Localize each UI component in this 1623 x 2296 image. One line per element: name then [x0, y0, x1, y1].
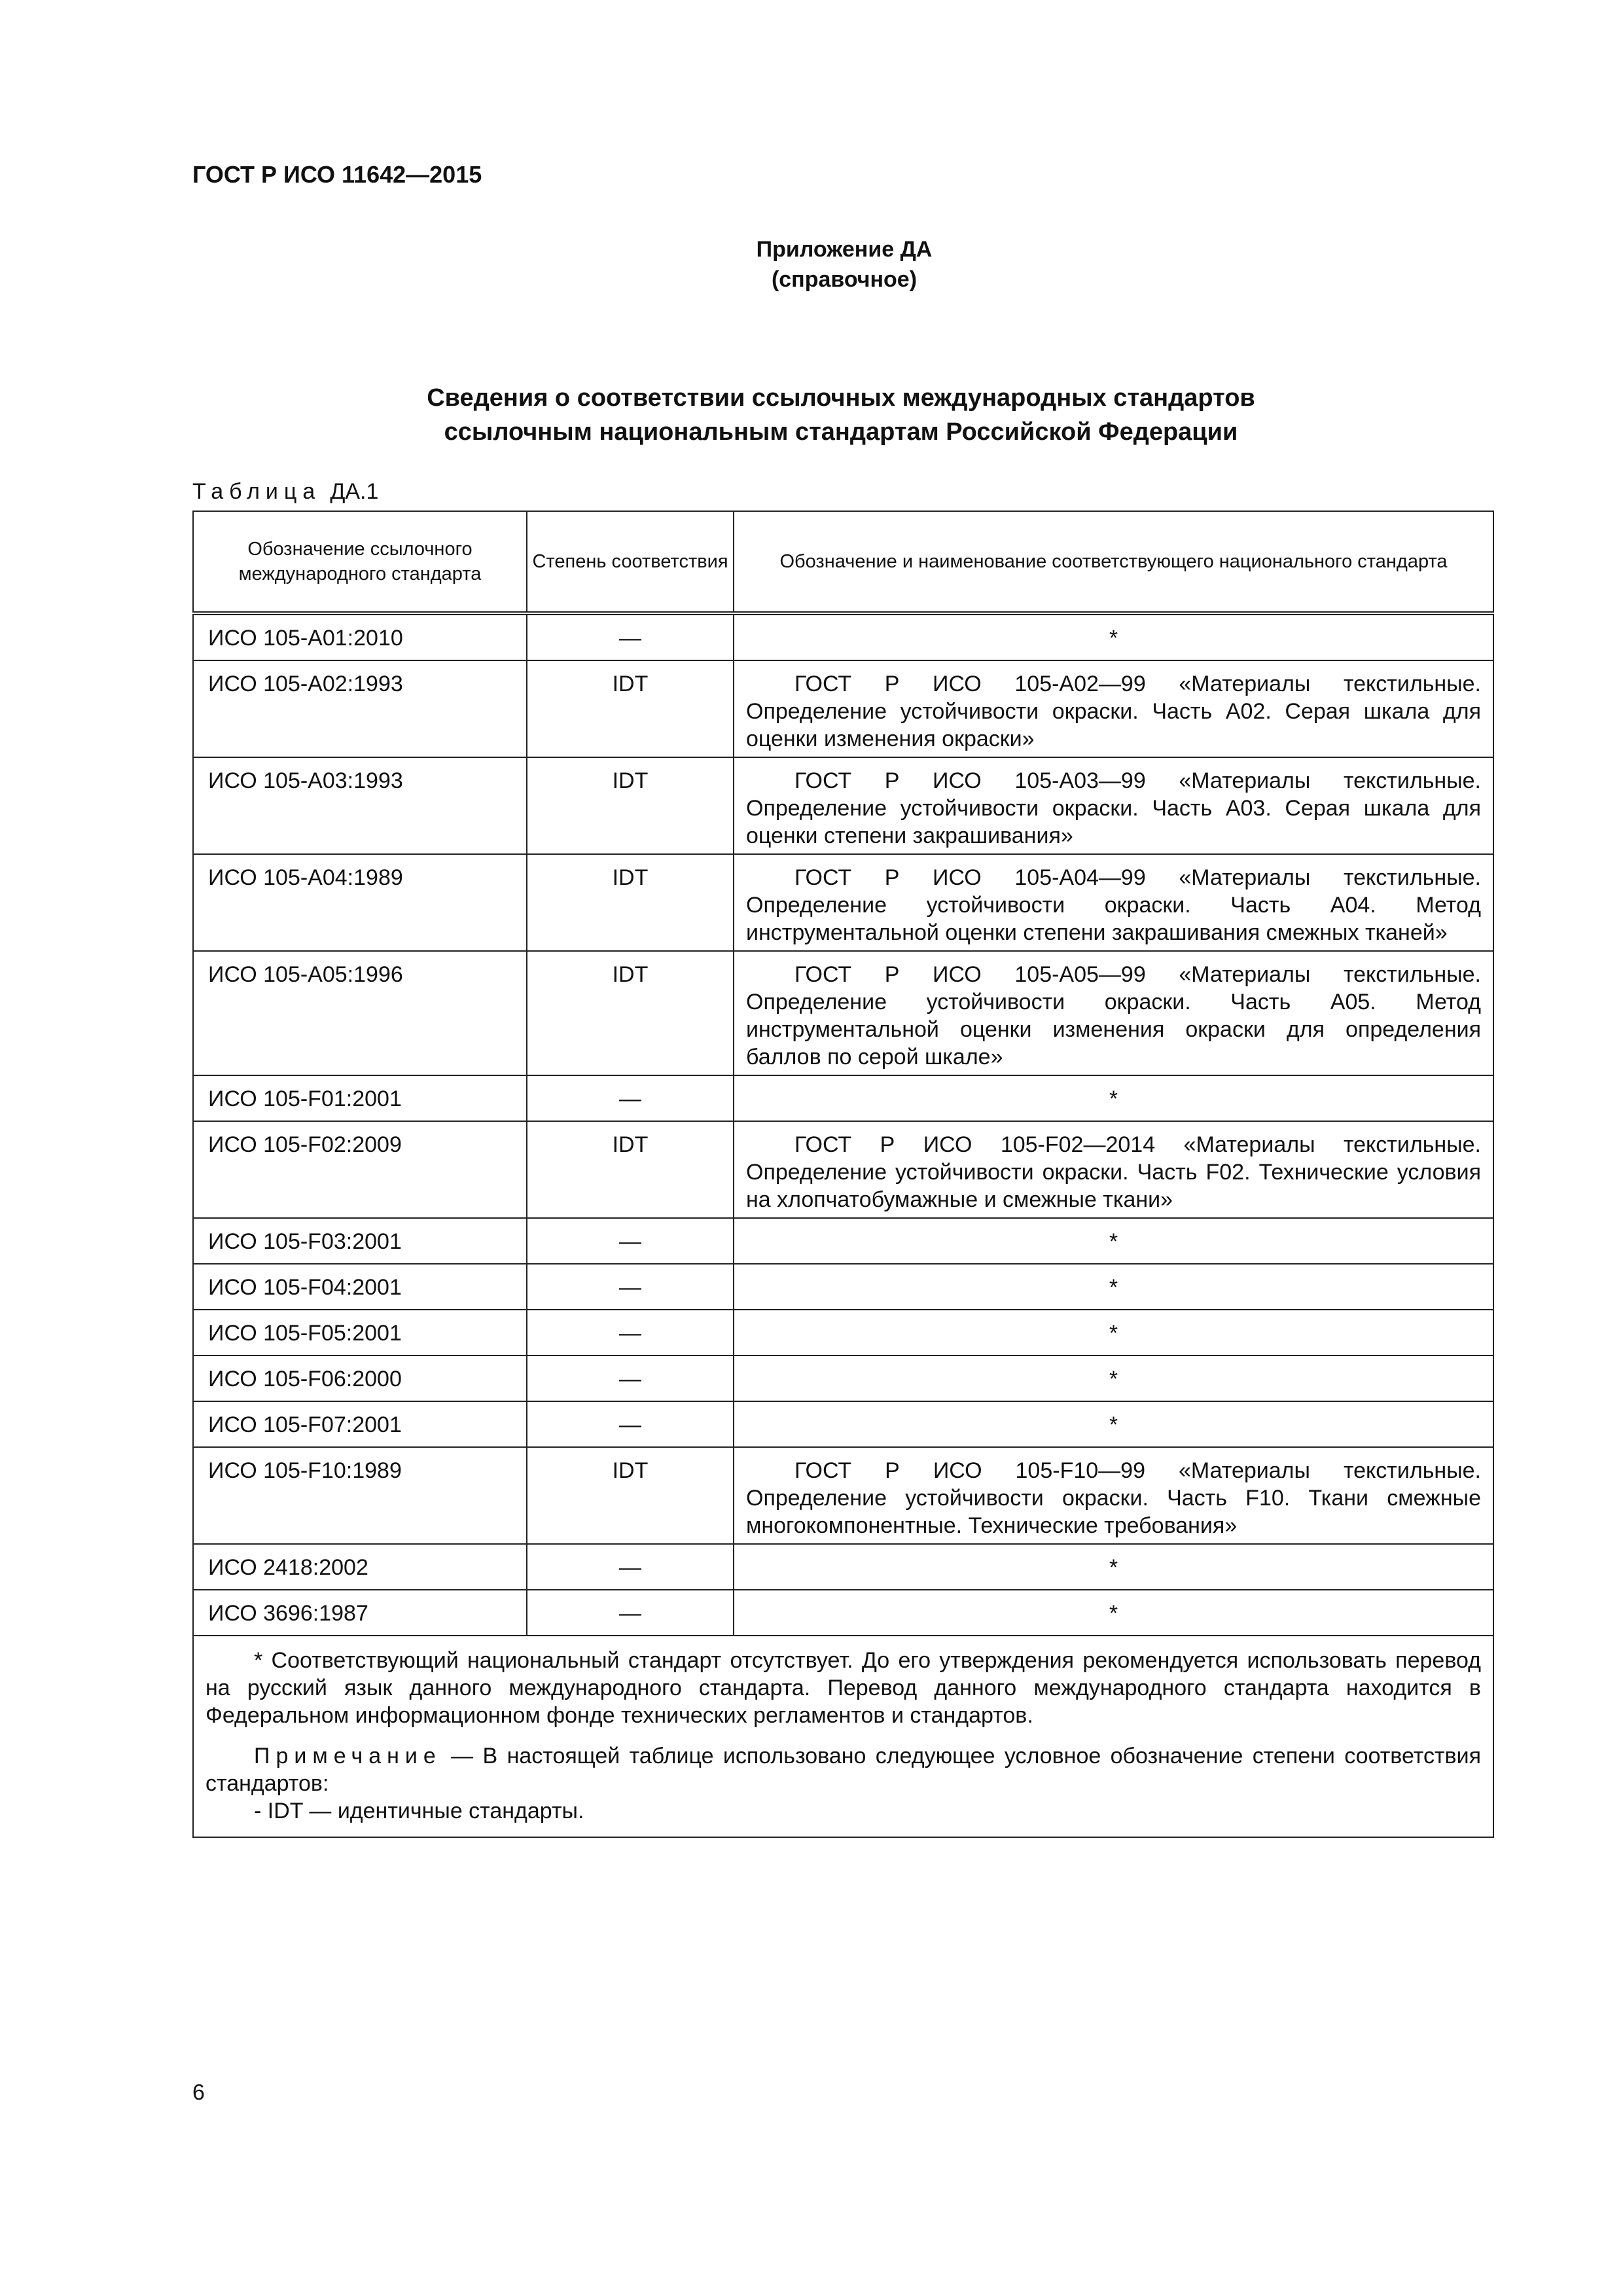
header-international-standard: Обозначение ссылочного международного стандарта [193, 511, 527, 613]
cell-national-standard: ГОСТ Р ИСО 105-F02—2014 «Материалы текстильные. Определение устойчивости окраски. Часть F02. Технические условия на хлопчатобумажные и смежные ткани» [734, 1121, 1493, 1218]
cell-international-standard: ИСО 105-F10:1989 [193, 1447, 527, 1544]
header-national-standard: Обозначение и наименование соответствующего национального стандарта [734, 511, 1493, 613]
cell-degree: IDT [527, 1121, 734, 1218]
cell-international-standard: ИСО 105-F07:2001 [193, 1401, 527, 1447]
table-caption [192, 479, 378, 505]
cell-degree: IDT [527, 1447, 734, 1544]
cell-international-standard: ИСО 105-F04:2001 [193, 1264, 527, 1310]
correspondence-table [192, 511, 1494, 1838]
table-row [193, 1401, 1493, 1447]
cell-degree: — [527, 1310, 734, 1355]
cell-national-standard: * [734, 1218, 1493, 1264]
cell-national-standard: ГОСТ Р ИСО 105-А03—99 «Материалы текстильные. Определение устойчивости окраски. Часть А03. Серая шкала для оценки степени закрашивания» [734, 757, 1493, 854]
cell-national-standard: ГОСТ Р ИСО 105-А02—99 «Материалы текстильные. Определение устойчивости окраски. Часть А02. Серая шкала для оценки изменения окраски» [734, 660, 1493, 757]
table-row [193, 854, 1493, 951]
table-row [193, 1218, 1493, 1264]
table-footnote-row [193, 1636, 1493, 1837]
cell-national-standard: * [734, 1264, 1493, 1310]
cell-national-standard: * [734, 1075, 1493, 1121]
table-row [193, 757, 1493, 854]
cell-national-standard: * [734, 1355, 1493, 1401]
cell-national-standard: * [734, 1590, 1493, 1636]
cell-international-standard: ИСО 105-F03:2001 [193, 1218, 527, 1264]
cell-degree: — [527, 1401, 734, 1447]
cell-international-standard: ИСО 105-F01:2001 [193, 1075, 527, 1121]
table-row [193, 613, 1493, 660]
cell-national-standard: ГОСТ Р ИСО 105-А05—99 «Материалы текстильные. Определение устойчивости окраски. Часть А05. Метод инструментальной оценки изменения окраски для определения баллов по серой шкале» [734, 951, 1493, 1075]
appendix-label: Приложение ДА [756, 237, 933, 262]
table-caption-word: Таблица [192, 479, 321, 504]
cell-national-standard: ГОСТ Р ИСО 105-А04—99 «Материалы текстильные. Определение устойчивости окраски. Часть А04. Метод инструментальной оценки степени закрашивания смежных тканей» [734, 854, 1493, 951]
table-row [193, 1590, 1493, 1636]
cell-national-standard: * [734, 613, 1493, 660]
table-body [193, 613, 1493, 1837]
table-row [193, 1544, 1493, 1590]
table-header-row [193, 511, 1493, 613]
note-item: - IDT — идентичные стандарты. [254, 1799, 584, 1823]
cell-degree: — [527, 1355, 734, 1401]
cell-international-standard: ИСО 3696:1987 [193, 1590, 527, 1636]
cell-international-standard: ИСО 105-A02:1993 [193, 660, 527, 757]
note [205, 1742, 1481, 1797]
cell-national-standard: ГОСТ Р ИСО 105-F10—99 «Материалы текстильные. Определение устойчивости окраски. Часть F10. Ткани смежные многокомпонентные. Технические требования» [734, 1447, 1493, 1544]
cell-degree: IDT [527, 757, 734, 854]
cell-international-standard: ИСО 105-A05:1996 [193, 951, 527, 1075]
title-line-1: Сведения о соответствии ссылочных международных стандартов [427, 384, 1255, 412]
cell-degree: — [527, 1264, 734, 1310]
cell-degree: IDT [527, 951, 734, 1075]
header-degree: Степень соответствия [527, 511, 734, 613]
table-row [193, 1121, 1493, 1218]
cell-degree: — [527, 1218, 734, 1264]
cell-international-standard: ИСО 105-F06:2000 [193, 1355, 527, 1401]
table-caption-number: ДА.1 [330, 479, 379, 504]
cell-degree: IDT [527, 660, 734, 757]
cell-degree: IDT [527, 854, 734, 951]
table-row [193, 660, 1493, 757]
table-footnote [193, 1636, 1493, 1837]
cell-degree: — [527, 1075, 734, 1121]
table-row [193, 1075, 1493, 1121]
table-row [193, 1264, 1493, 1310]
cell-international-standard: ИСО 105-A04:1989 [193, 854, 527, 951]
cell-national-standard: * [734, 1544, 1493, 1590]
page-number: 6 [192, 2080, 205, 2105]
table-row [193, 951, 1493, 1075]
note-label: Примечание [254, 1744, 442, 1768]
appendix-title [0, 381, 1623, 449]
title-line-2: ссылочным национальным стандартам Российской Федерации [444, 418, 1238, 446]
table-row [193, 1310, 1493, 1355]
table-row [193, 1355, 1493, 1401]
document-code: ГОСТ Р ИСО 11642—2015 [192, 161, 482, 188]
cell-international-standard: ИСО 105-A03:1993 [193, 757, 527, 854]
cell-national-standard: * [734, 1310, 1493, 1355]
appendix-heading [0, 234, 1623, 295]
cell-international-standard: ИСО 105-A01:2010 [193, 613, 527, 660]
cell-degree: — [527, 1544, 734, 1590]
footnote-text: * Соответствующий национальный стандарт отсутствует. До его утверждения рекомендуется использовать перевод на русский язык данного международного стандарта. Перевод данного международного стандарта находится в Федеральном информационном фонде технических регламентов и стандартов. [205, 1648, 1481, 1728]
cell-degree: — [527, 613, 734, 660]
note-text: — В настоящей таблице использовано следующее условное обозначение степени соответствия стандартов: [205, 1744, 1481, 1796]
cell-national-standard: * [734, 1401, 1493, 1447]
cell-degree: — [527, 1590, 734, 1636]
cell-international-standard: ИСО 105-F05:2001 [193, 1310, 527, 1355]
cell-international-standard: ИСО 105-F02:2009 [193, 1121, 527, 1218]
appendix-kind: (справочное) [771, 267, 918, 292]
table-row [193, 1447, 1493, 1544]
cell-international-standard: ИСО 2418:2002 [193, 1544, 527, 1590]
